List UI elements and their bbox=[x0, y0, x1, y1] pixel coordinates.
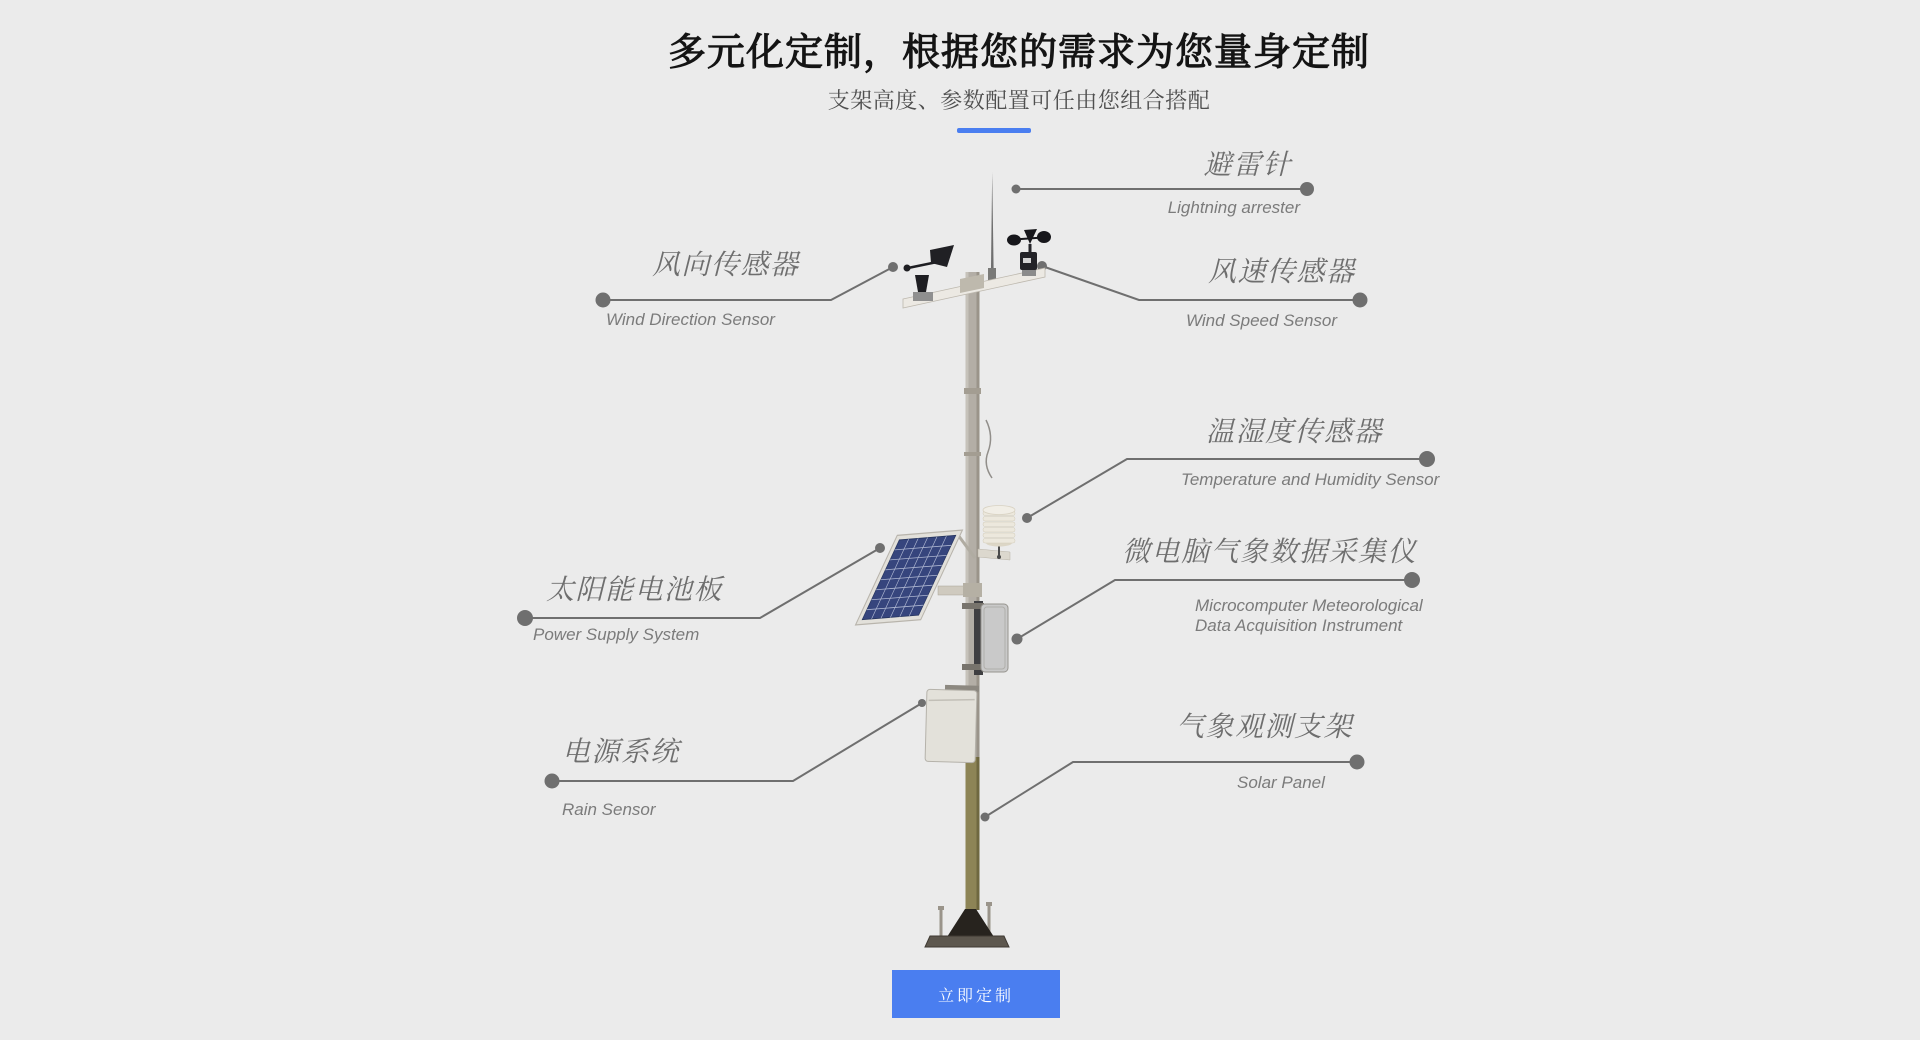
callout-sublabel-microcomputer-line2: Data Acquisition Instrument bbox=[1195, 616, 1403, 635]
callout-label-temperature-humidity: 温湿度传感器 bbox=[1206, 416, 1384, 447]
callout-sublabel-wind-speed: Wind Speed Sensor bbox=[1186, 311, 1338, 330]
callout-label-wind-direction: 风向传感器 bbox=[652, 249, 800, 280]
wind-vane bbox=[904, 245, 955, 301]
mast-base bbox=[925, 902, 1009, 947]
mast-pole bbox=[964, 272, 992, 910]
cable bbox=[986, 420, 992, 478]
cross-arm bbox=[903, 268, 1045, 308]
callout-label-lightning-arrester: 避雷针 bbox=[1203, 149, 1292, 180]
lightning-rod-spike bbox=[988, 172, 996, 284]
section-subtitle: 支架高度、参数配置可任由您组合搭配 bbox=[827, 88, 1211, 113]
radiation-shield bbox=[978, 506, 1015, 561]
callout-label-microcomputer: 微电脑气象数据采集仪 bbox=[1122, 536, 1418, 567]
callout-sublabel-power-system: Rain Sensor bbox=[562, 800, 656, 819]
accent-underline bbox=[957, 128, 1031, 133]
callout-sublabel-temperature-humidity: Temperature and Humidity Sensor bbox=[1181, 470, 1440, 489]
callout-label-wind-speed: 风速传感器 bbox=[1208, 256, 1356, 287]
solar-panel-module bbox=[856, 530, 982, 625]
callout-label-observation-bracket: 气象观测支架 bbox=[1176, 711, 1354, 742]
callout-sublabel-microcomputer bbox=[1195, 596, 1423, 636]
callout-sublabel-microcomputer-line1: Microcomputer Meteorological bbox=[1195, 596, 1423, 615]
callout-label-solar-panel: 太阳能电池板 bbox=[546, 574, 724, 605]
callout-sublabel-observation-bracket: Solar Panel bbox=[1237, 773, 1325, 792]
anemometer bbox=[1007, 229, 1051, 276]
data-logger-box bbox=[962, 601, 1008, 675]
battery-box bbox=[925, 684, 979, 762]
callout-sublabel-solar-panel: Power Supply System bbox=[533, 625, 700, 644]
callout-sublabel-wind-direction: Wind Direction Sensor bbox=[606, 310, 775, 329]
callout-label-power-system: 电源系统 bbox=[562, 736, 681, 767]
leader-lightning-arrester bbox=[1012, 182, 1315, 196]
section-title: 多元化定制，根据您的需求为您量身定制 bbox=[667, 32, 1370, 74]
callout-sublabel-lightning-arrester: Lightning arrester bbox=[1167, 198, 1300, 217]
customize-now-button[interactable]: 立即定制 bbox=[892, 970, 1060, 1018]
weather-station bbox=[856, 172, 1051, 947]
